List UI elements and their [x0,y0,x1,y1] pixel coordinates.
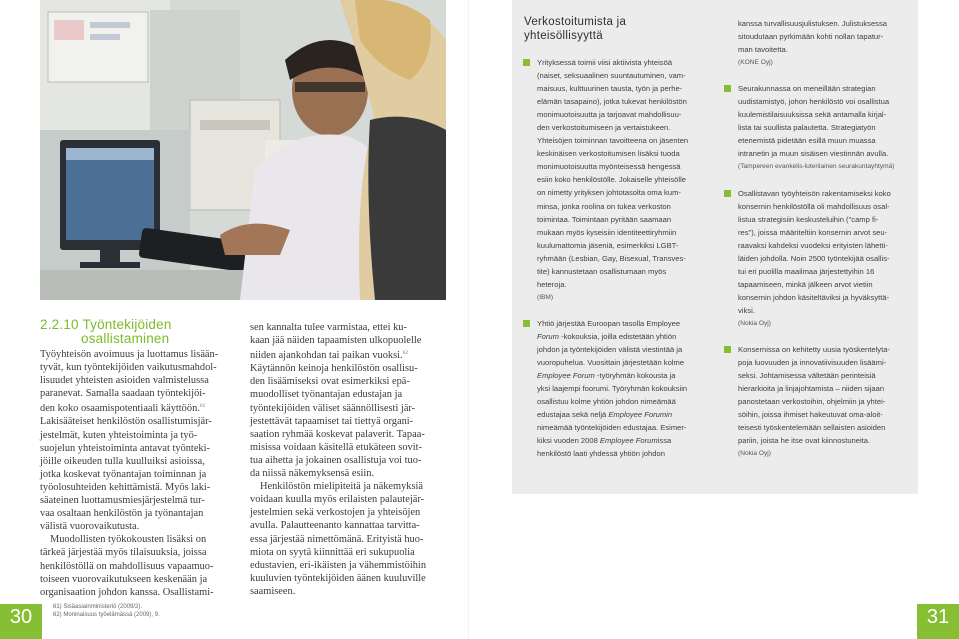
bullet-square-icon [724,85,731,92]
text-line: Forum -kokouksia, joilla edistetään yhtiön [537,331,677,341]
case-item-nokia-networks [724,343,912,460]
text-line: edustavien, eri-ikäisten ja vähemmistöihin [250,559,427,571]
text-line: johdon ja työntekijöiden välistä viestintää ja [537,344,683,354]
case-item-kone [523,317,713,461]
text-line: (naiset, seksuaalinen suuntautuminen, vam- [537,71,686,81]
text-line: säateinen luottamusmiesjärjestelmä tur- [40,495,205,507]
text-line: essa järjestää nimettömänä. Erityistä huo- [250,533,424,545]
text-line: misissa voidaan käsitellä etukäteen sovit- [250,441,422,453]
panel-column-1 [523,56,713,460]
text-line: sitoudutaan pyrkimään kohti nollan tapatur- [738,32,884,42]
text-line: konsernin henkilöstöllä oli mahdollisuus osal- [738,201,890,211]
text-line: uudistamistyö, johon henkilöstö voi osallistua [738,97,890,107]
text-line: hierarkioita ja linjajohtamista – niiden sijaan [738,384,885,394]
text-line: Employee Forum -työryhmän kokousta ja [537,371,676,381]
text-line: res"), joissa määriteltiin konsernin arvot seu- [738,227,888,237]
text-line: avulla. Palautteenanto kannattaa tarvitta- [250,520,420,532]
footnotes [53,604,160,619]
bullet-square-icon [523,320,530,327]
text-line: tite) kannustetaan osallistumaan myös [537,266,667,276]
text-line: jöille oikeuden tulla kuulluiksi asioissa, [40,455,205,467]
text-line: voidaan kuulla myös erilaisten palautejär- [250,494,425,506]
text-line: intranetin ja muun sisäisen viestinnän avulla. [738,149,889,159]
text-line: monimuotoisuutta myönteisessä hengessä [537,162,681,172]
text-line: läiden johdolla. Noin 2500 työntekijää osallis- [738,253,890,263]
case-source: (IBM) [537,293,554,301]
text-line: Osallistavan työyhteisön rakentamiseksi koko [738,188,891,198]
panel-column-2 [724,17,912,460]
text-line: edustajaa sekä neljä Employee Forumin [537,410,673,420]
panel-title-line2: yhteisöllisyyttä [524,29,603,42]
text-line: kuuluvien työntekijöiden äänen kuuluville [250,572,426,584]
text-line: miota on syytä kiinnittää eri sukupuolia [250,546,415,558]
text-line: man tavoitetta. [738,45,788,55]
text-line: Henkilöstön mielipiteitä ja näkemyksiä [260,481,424,493]
section-heading [40,318,240,346]
text-line: Yhteisöjen toiminnan tavoitteena on jäsenten [537,136,689,146]
text-line: osallistuu kolme yhtiön johdon nimeämää [537,397,676,407]
text-line: heteroja. [537,279,567,289]
text-line: söihin, joissa ihmiset hakeutuvat oma-aloit- [738,410,883,420]
page-number-left: 30 [9,606,33,628]
left-text-column-1 [40,348,230,599]
page-number-right: 31 [926,606,950,628]
left-text-column-2 [250,321,445,598]
text-line: suojelun yhteistoiminta antavat työnteki- [40,442,210,454]
text-line: vuoropuhelua. Vuosittain järjestetään kolme [537,358,685,368]
text-line: toiseen vuorovaikutukseen keskenään ja [40,573,208,585]
case-source: (Nokia Oyj) [738,319,771,327]
text-line: tärkeä järjestää myös tilaisuuksia, joissa [40,547,207,559]
text-line: niiden ajankohdan tai paikan vuoksi.$^{62}$ [250,350,409,362]
text-line: lisuudet yhteisten asioiden valmistelussa [40,375,209,387]
panel-title-line1: Verkostoitumista ja [524,16,627,28]
text-line: lista tai suullista palautetta. Strategiatyön [738,123,876,133]
case-item-tampere-parish [724,82,912,173]
text-line: den verkostoitumiseen ja vertaistukeen. [537,123,671,133]
text-line: työntekijöiden väliset säännöllisesti jär- [250,402,416,414]
text-line: pariin, joista he itse ovat kiinnostuneita. [738,436,871,446]
text-line: jestettävät tapaamiset tai tiettyä organi- [250,415,414,427]
text-line: saation ryhmää koskevat palaverit. Tapaa- [250,428,425,440]
text-line: da niissä näkemyksensä esiin. [250,468,375,480]
text-line: nimeämää työntekijöiden edustajaa. Esimer- [537,423,687,433]
text-line: kuulemistilaisuuksissa sekä antamalla kirjal- [738,110,887,120]
text-line: välistä vuorovaikutusta. [40,521,140,533]
text-line: on nimetty yrityksen johtotasolta oma kum- [537,188,681,198]
case-source: (Nokia Oyj) [738,450,771,458]
text-line: kanssa turvallisuusjulistuksen. Julistuksessa [738,19,887,28]
section-heading-line1: 2.2.10 Työntekijöiden [40,317,172,332]
footnote-62: 62) Moninaisuus työelämässä (2009), 9. [53,611,160,618]
footnote-ref-61: 61 [199,403,206,410]
text-line: työolosuhteiden kehittämistä. Myös laki- [40,481,211,493]
bullet-square-icon [724,346,731,353]
office-photo-illustration [40,0,446,300]
text-line: etenemistä pidetään esillä muun muassa [738,136,876,146]
bullet-square-icon [724,190,731,197]
case-item-ibm [523,56,713,304]
text-line: jotka koskevat työnantajan toiminnan ja [40,468,207,480]
text-line: tua aihetta ja jokainen osallistuja voi tuo- [250,454,422,466]
text-line: henkilöstöllä on mahdollisuus vapaamuo- [40,560,214,572]
text-line: elämän tasapaino), jotka tukevat henkilöstön [537,97,687,107]
text-line: monimuotoisuutta ja tarjoavat mahdollisuu- [537,110,682,120]
section-heading-line2: osallistaminen [81,331,170,346]
text-line: saamiseen. [250,585,296,597]
text-line: Yhtiö järjestää Euroopan tasolla Employee [537,318,681,328]
text-line: viksi. [738,305,755,315]
text-line: maisuus, kulttuurinen tausta, työn ja perhe- [537,84,683,94]
text-line: poja luovuuden ja innovatiivisuuden lisäämi- [738,358,887,368]
text-line: tapaamiseen, minkä jälkeen arvot vietiin [738,279,873,289]
text-line: den koko osaamispotentiaali käyttöön.$^{61}$ [40,403,206,415]
case-item-kone-continued [724,17,912,69]
page-gutter [468,0,469,639]
text-line: ryhmään (Lesbian, Gay, Bisexual, Transves- [537,253,686,263]
text-line: toimintaa. Toimintaan pyritään saamaan [537,214,672,224]
text-line: tyvät, kun työntekijöiden vaikutusmahdol- [40,362,217,374]
text-line: Käytännön keinoja henkilöstön osallisu- [250,363,418,375]
text-line: kiksi vuoden 2008 Employee Forumissa [537,436,672,446]
text-line: panostetaan verkostoihin, ohjelmiin ja yhtei- [738,397,886,407]
text-line: minsa, jonka roolina on tukea verkoston [537,201,671,211]
text-line: konsernin johdon käsiteltäviksi ja hyväksyttä- [738,292,890,302]
text-line: Seurakunnassa on meneillään strategian [738,84,876,94]
panel-title [524,16,626,43]
text-line: Työyhteisön avoimuus ja luottamus lisään- [40,349,219,360]
text-line: organisaation johdon kanssa. Osallistami- [40,586,214,598]
text-line: kuulumattomia jäseniä, esimerkiksi LGBT- [537,240,679,250]
text-line: raavaksi kahdeksi vuodeksi erityisten lähetti- [738,240,888,250]
text-line: seksi. Johtamisessa vältetään perinteisiä [738,371,876,381]
case-source: (KONE Oyj) [738,59,773,67]
text-line: Yrityksessä toimii viisi aktiivista yhteisöä [537,58,673,67]
text-line: Konsernissa on kehitetty uusia työskentelyta- [738,345,890,355]
text-line: den lisäämiseksi ovat esimerkiksi epä- [250,376,410,388]
bullet-square-icon [523,59,530,66]
text-line: muodolliset työnantajan edustajan ja [250,389,403,401]
text-line: teisesti työskentelemään sellaisten asioiden [738,423,886,433]
text-line: listua strategisiin keskusteluihin ("camp fi- [738,214,879,224]
text-line: tui eri puolilla maailmaa järjestettyihin 16 [738,266,875,276]
text-line: jestelmät, kuten yhteistoiminta ja työ- [40,429,198,441]
case-source: (Tampereen evankelis-luterilainen seurakuntayhtymä) [738,163,895,171]
office-photo [40,0,446,300]
text-line: jestelmien sekä verkostojen ja yhteisöjen [250,507,421,519]
text-line: kaan jää näiden tapaamisten ulkopuolelle [250,335,422,347]
case-item-nokia-values [724,187,912,331]
text-line: Muodollisten työkokousten lisäksi on [50,534,207,546]
footnote-ref-62: 62 [402,350,409,357]
text-line: mukaan myös kyseisiin identiteettiryhmiin [537,227,677,237]
footnote-61: 61) Sisäasiainministeriö (2009/2). [53,604,143,610]
text-line: keskinäisen verkostoitumisen lisäksi tuoda [537,149,680,159]
text-line: esiin koko henkilöstölle. Jokaiselle yhteisölle [537,175,687,185]
text-line: sen kannalta tulee varmistaa, ettei ku- [250,322,407,333]
text-line: vaa osaltaan henkilöstön ja työnantajan [40,508,204,520]
text-line: paranevat. Samalla saadaan työntekijöi- [40,388,206,400]
text-line: yksi laajempi foorumi. Työryhmän kokouksiin [537,384,688,394]
text-line: henkilöstö laati yhdessä yhtiön johdon [537,449,665,459]
text-line: Lakisääteiset henkilöstön osallistumisjär- [40,416,212,428]
